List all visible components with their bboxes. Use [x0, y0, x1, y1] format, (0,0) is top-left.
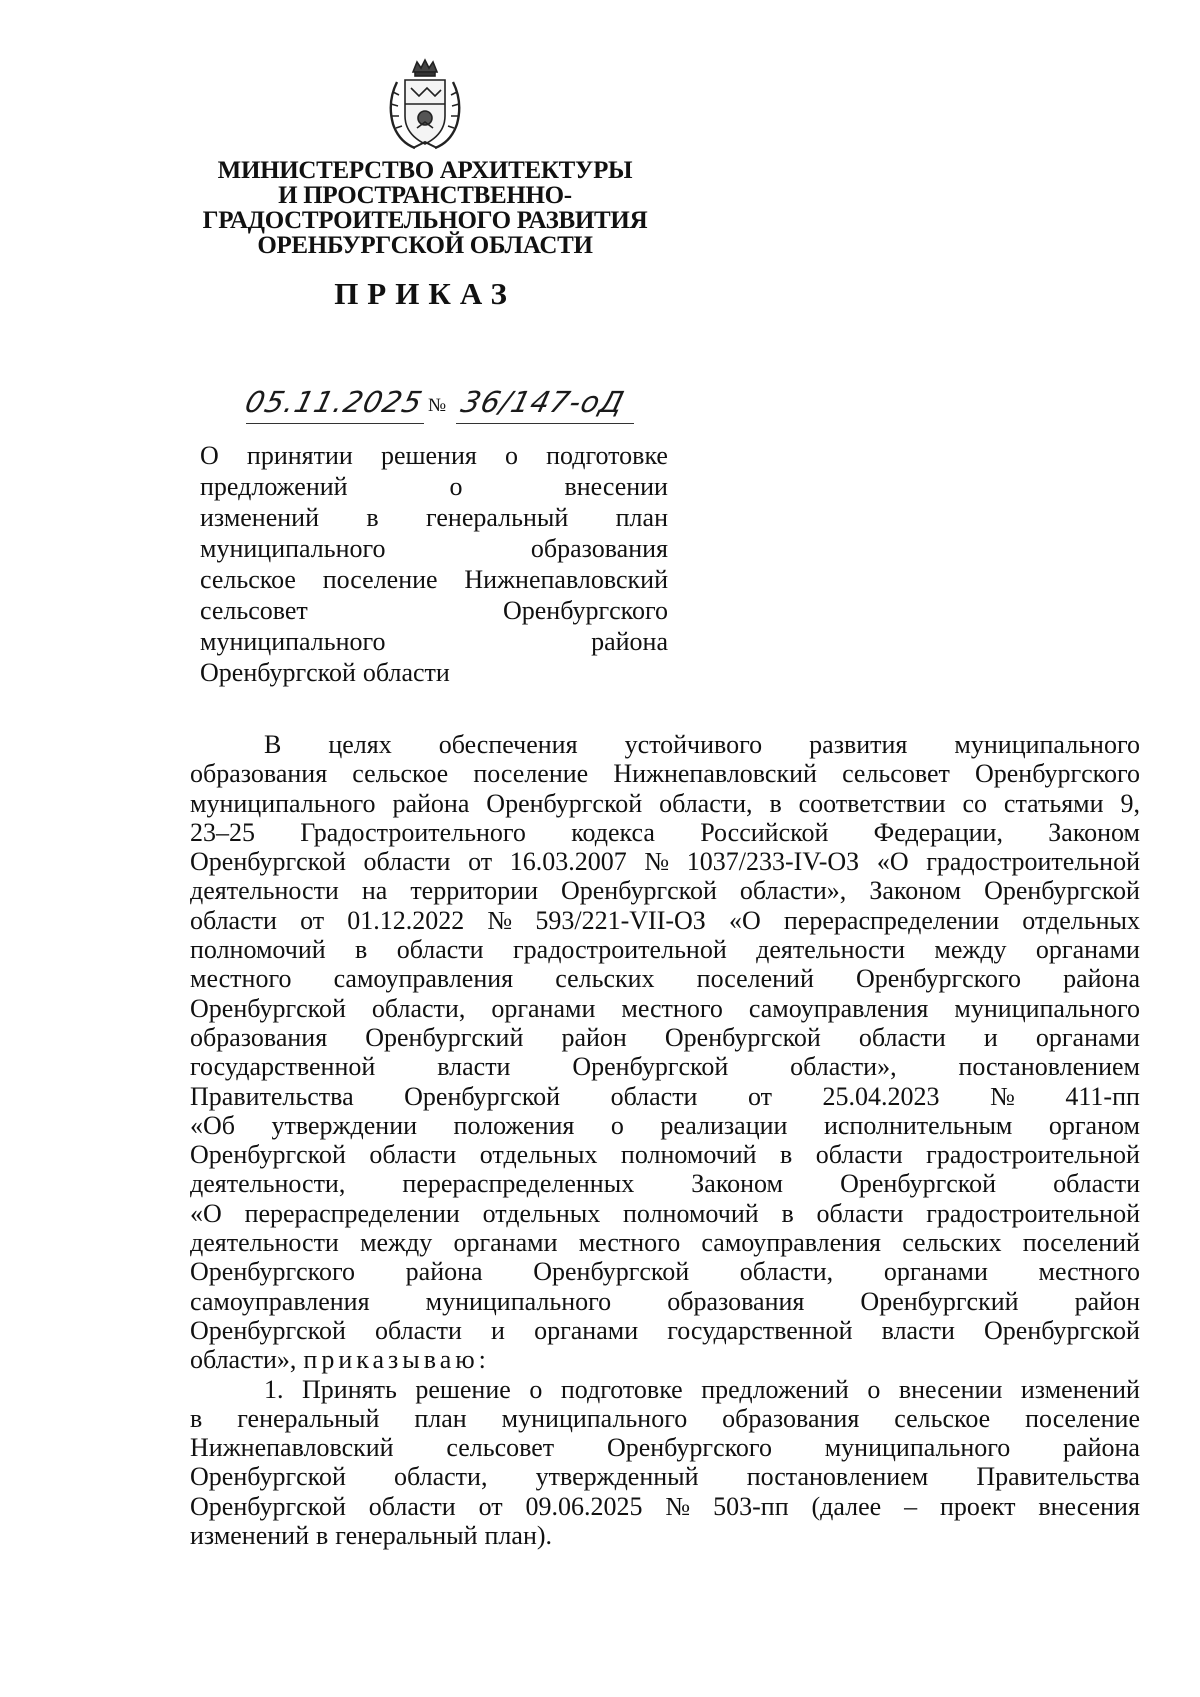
- body-word: Оренбургского: [974, 759, 1140, 789]
- body-word: Оренбургской: [984, 876, 1140, 906]
- body-word: поселений: [696, 964, 814, 994]
- body-word: подготовке: [560, 1374, 683, 1404]
- body-line: [190, 1433, 1140, 1462]
- handwritten-number: 36/147-оД: [457, 385, 629, 419]
- body-word: Оренбургской: [190, 1462, 346, 1492]
- registration-line: [241, 385, 646, 435]
- body-word: 593/221-VII-ОЗ: [535, 905, 706, 935]
- body-word: о: [867, 1374, 881, 1404]
- body-word: и: [983, 1022, 998, 1052]
- body-word: Оренбургской: [572, 1052, 729, 1082]
- body-word: от: [478, 1491, 503, 1521]
- order-subject: [200, 440, 668, 688]
- body-word: генеральный: [335, 1521, 478, 1551]
- body-word: сельсовет: [446, 1433, 555, 1463]
- body-word: соответствии: [798, 788, 946, 818]
- body-line: [190, 1023, 1140, 1052]
- body-word: исполнительным: [823, 1110, 1013, 1140]
- body-word: власти: [437, 1052, 511, 1082]
- body-word: района: [392, 788, 470, 818]
- body-word: устойчивого: [624, 730, 763, 759]
- body-line: [190, 876, 1140, 905]
- subject-word: Нижнепавловский: [464, 565, 668, 594]
- body-word: местного: [1038, 1257, 1140, 1287]
- subject-word: Оренбургской: [200, 658, 356, 687]
- body-word: и: [491, 1315, 505, 1345]
- body-word: Нижнепавловский: [613, 759, 817, 789]
- body-word: Оренбургской: [190, 1140, 346, 1170]
- body-word: Правительства: [976, 1462, 1140, 1492]
- body-word: государственной: [667, 1315, 853, 1345]
- subject-word: решения: [380, 441, 477, 470]
- body-line: [190, 1345, 1140, 1374]
- body-word: 9,: [1120, 788, 1140, 818]
- order-body: [190, 730, 1140, 1550]
- subject-word: внесении: [564, 472, 668, 501]
- body-word: области: [396, 935, 484, 965]
- subject-word: области: [362, 658, 450, 687]
- body-word: Градостроительного: [300, 817, 526, 847]
- body-word: органами: [1035, 935, 1140, 965]
- body-word: области»,: [190, 1345, 297, 1375]
- body-word: Оренбургской: [190, 1491, 346, 1521]
- body-word: отдельных: [482, 1198, 601, 1228]
- body-word: постановлением: [746, 1462, 929, 1492]
- body-word: «О: [190, 1198, 222, 1228]
- body-word: муниципального: [954, 993, 1140, 1023]
- body-word: район: [1074, 1286, 1140, 1316]
- coat-of-arms-icon: [383, 58, 467, 152]
- body-word: области: [368, 1491, 456, 1521]
- body-word: утверждении: [271, 1110, 418, 1140]
- body-word: внесении: [898, 1374, 1003, 1404]
- body-word: градостроительной: [512, 935, 727, 965]
- ministry-line: ОРЕНБУРГСКОЙ ОБЛАСТИ: [257, 232, 593, 259]
- body-word: 25.04.2023: [822, 1081, 940, 1111]
- body-word: органом: [1048, 1110, 1140, 1140]
- subject-line: [200, 564, 668, 595]
- body-line: [190, 789, 1140, 818]
- body-word: органами: [883, 1257, 988, 1287]
- body-word: развития: [809, 730, 908, 759]
- body-word: постановлением: [958, 1052, 1140, 1082]
- body-word: градостроительной: [926, 1198, 1140, 1228]
- body-word: местного: [578, 1228, 681, 1258]
- body-word: проект: [940, 1491, 1016, 1521]
- body-line: [190, 730, 1140, 759]
- body-word: области: [858, 1022, 946, 1052]
- body-word: 503-пп: [713, 1491, 789, 1521]
- body-line: [190, 906, 1140, 935]
- subject-word: района: [591, 627, 668, 656]
- body-word: Оренбургской: [664, 1022, 821, 1052]
- body-word: в: [355, 935, 368, 965]
- body-word: местного: [190, 964, 292, 994]
- ministry-line: МИНИСТЕРСТВО АРХИТЕКТУРЫ: [217, 157, 633, 184]
- body-word: «О: [876, 847, 909, 877]
- body-word: план).: [484, 1521, 553, 1551]
- body-line: [190, 1287, 1140, 1316]
- body-word: района: [1063, 1433, 1140, 1463]
- body-word: образования: [722, 1403, 860, 1433]
- body-word: области: [816, 1198, 904, 1228]
- body-line: [190, 1052, 1140, 1081]
- body-word: области: [610, 1081, 698, 1111]
- body-word: утвержденный: [535, 1462, 699, 1492]
- body-line: [190, 964, 1140, 993]
- body-word: №: [990, 1081, 1015, 1111]
- body-word: Федерации,: [873, 817, 1003, 847]
- number-underline: [456, 423, 634, 424]
- body-word: Оренбургской: [190, 1315, 346, 1345]
- body-line: [190, 994, 1140, 1023]
- body-word: от: [468, 847, 493, 877]
- body-word: 1037/233-IV-ОЗ: [686, 847, 860, 877]
- body-word: района: [1063, 964, 1140, 994]
- body-word: сельсовет: [842, 759, 950, 789]
- subject-word: муниципального: [200, 627, 386, 656]
- body-word: 16.03.2007: [509, 847, 627, 877]
- body-word: Оренбургской: [840, 1169, 996, 1199]
- body-word: области: [190, 905, 277, 935]
- body-word: области: [815, 1140, 903, 1170]
- body-word: отдельных: [1022, 905, 1140, 935]
- body-word: органами: [1035, 1022, 1140, 1052]
- body-word: деятельности: [190, 1228, 339, 1258]
- body-word: изменений: [1020, 1374, 1140, 1404]
- body-word: на: [361, 876, 388, 906]
- body-word: в: [780, 1140, 793, 1170]
- number-sign: №: [428, 395, 447, 416]
- body-word: со: [962, 788, 987, 818]
- body-word: муниципального: [954, 730, 1140, 759]
- body-word: №: [644, 847, 670, 877]
- body-word: реализации: [660, 1110, 788, 1140]
- handwritten-date: 05.11.2025: [241, 385, 427, 419]
- body-word: градостроительной: [926, 847, 1140, 877]
- subject-line: [200, 440, 668, 471]
- body-word: органами: [453, 1228, 558, 1258]
- body-word: Нижнепавловский: [190, 1433, 394, 1463]
- body-word: сельское: [894, 1403, 991, 1433]
- body-word: внесения: [1038, 1491, 1140, 1521]
- body-word: Оренбургского: [190, 1257, 356, 1287]
- body-word: Оренбургской: [560, 876, 717, 906]
- body-word: Оренбургской: [190, 993, 346, 1023]
- ministry-name: [190, 158, 660, 258]
- body-word: области»,: [790, 1052, 897, 1082]
- body-word: полномочий: [190, 935, 326, 965]
- body-word: Оренбургской: [984, 1315, 1140, 1345]
- subject-word: принятии: [246, 441, 353, 470]
- body-word: Законом: [869, 876, 962, 906]
- body-word: области: [1053, 1169, 1140, 1199]
- body-line: [190, 1140, 1140, 1169]
- body-word: области,: [659, 788, 753, 818]
- subject-word: изменений: [200, 503, 320, 532]
- body-word: Оренбургской: [533, 1257, 690, 1287]
- body-word: области: [375, 1315, 462, 1345]
- body-line: [190, 1199, 1140, 1228]
- body-line: [190, 1404, 1140, 1433]
- body-word: муниципального: [824, 1433, 1011, 1463]
- body-word: в: [781, 1198, 794, 1228]
- body-word: предложений: [701, 1374, 849, 1404]
- body-word: самоуправления: [701, 1228, 881, 1258]
- body-word: «О: [728, 905, 761, 935]
- body-line: [190, 935, 1140, 964]
- body-word: Правительства: [190, 1081, 354, 1111]
- ministry-line: И ПРОСТРАНСТВЕННО-: [278, 182, 572, 209]
- subject-word: муниципального: [200, 534, 386, 563]
- body-word: план: [414, 1403, 467, 1433]
- body-line: [190, 1462, 1140, 1491]
- subject-line: [200, 595, 668, 626]
- subject-word: о: [449, 472, 463, 501]
- subject-line: [200, 502, 668, 533]
- body-word: отдельных: [479, 1140, 598, 1170]
- body-word: 1.: [264, 1374, 284, 1404]
- body-word: сельских: [555, 964, 655, 994]
- body-word: области,: [394, 1462, 488, 1492]
- body-word: сельских: [902, 1228, 1002, 1258]
- body-word: статьями: [1003, 788, 1104, 818]
- body-word: образования: [190, 1022, 328, 1052]
- body-word: поселений: [1022, 1228, 1140, 1258]
- document-type: ПРИКАЗ: [334, 276, 516, 311]
- body-word: от: [748, 1081, 773, 1111]
- body-word: №: [487, 905, 513, 935]
- subject-word: образования: [530, 534, 668, 563]
- body-word: между: [360, 1228, 433, 1258]
- body-word: поселение: [473, 759, 589, 789]
- body-word: в: [316, 1521, 329, 1551]
- body-word: Оренбургский: [860, 1286, 1019, 1316]
- body-word: В: [264, 730, 282, 759]
- subject-word: предложений: [200, 472, 348, 501]
- body-word: Законом: [1048, 817, 1140, 847]
- body-word: 411-пп: [1065, 1081, 1140, 1111]
- body-word: перераспределении: [783, 905, 1000, 935]
- body-word: района: [405, 1257, 483, 1287]
- body-word: целях: [328, 730, 392, 759]
- body-word: Оренбургской: [190, 847, 346, 877]
- body-line: [190, 1257, 1140, 1286]
- body-word: решение: [415, 1374, 511, 1404]
- body-word: органами: [491, 993, 596, 1023]
- body-word: –: [904, 1491, 918, 1521]
- body-word: власти: [881, 1315, 955, 1345]
- body-line: [190, 759, 1140, 788]
- body-word: Оренбургского: [855, 964, 1021, 994]
- subject-word: Оренбургского: [502, 596, 668, 625]
- body-word: Оренбургской: [404, 1081, 561, 1111]
- body-word: перераспределении: [244, 1198, 460, 1228]
- subject-word: генеральный: [426, 503, 569, 532]
- body-word: органами: [534, 1315, 639, 1345]
- body-word: муниципального: [501, 1403, 688, 1433]
- body-word: государственной: [190, 1052, 376, 1082]
- body-word: деятельности: [756, 935, 905, 965]
- body-line: [190, 1521, 1140, 1550]
- subject-line: [200, 626, 668, 657]
- body-word: Оренбургской: [486, 788, 643, 818]
- body-word: между: [934, 935, 1007, 965]
- body-word: в: [190, 1403, 203, 1433]
- body-word: «Об: [190, 1110, 236, 1140]
- body-line: [190, 1169, 1140, 1198]
- body-word: градостроительной: [926, 1140, 1140, 1170]
- subject-line: [200, 657, 668, 688]
- body-word: области: [363, 847, 451, 877]
- body-word: изменений: [190, 1521, 310, 1551]
- body-line: [190, 818, 1140, 847]
- body-line: [190, 1228, 1140, 1257]
- body-line: [190, 1111, 1140, 1140]
- body-word: 23–25: [190, 817, 255, 847]
- body-word: 01.12.2022: [347, 905, 465, 935]
- body-word: области,: [739, 1257, 834, 1287]
- order-verb: приказываю:: [303, 1345, 490, 1375]
- body-word: район: [561, 1022, 627, 1052]
- body-line: [190, 1082, 1140, 1111]
- body-word: положения: [453, 1110, 575, 1140]
- subject-word: подготовке: [546, 441, 668, 470]
- body-word: самоуправления: [748, 993, 929, 1023]
- body-word: муниципального: [190, 788, 376, 818]
- body-word: области: [369, 1140, 457, 1170]
- body-word: деятельности,: [190, 1169, 346, 1199]
- body-word: о: [610, 1110, 624, 1140]
- ministry-line: ГРАДОСТРОИТЕЛЬНОГО РАЗВИТИЯ: [202, 207, 648, 234]
- body-word: местного: [621, 993, 723, 1023]
- body-word: генеральный: [237, 1403, 380, 1433]
- body-word: самоуправления: [333, 964, 514, 994]
- body-line: [190, 847, 1140, 876]
- body-word: Оренбургский: [365, 1022, 524, 1052]
- body-line: [190, 1375, 1140, 1404]
- body-word: (далее: [811, 1491, 882, 1521]
- body-word: образования: [667, 1286, 805, 1316]
- subject-word: сельсовет: [200, 596, 308, 625]
- subject-word: О: [200, 441, 219, 470]
- body-word: Законом: [691, 1169, 784, 1199]
- body-word: полномочий: [620, 1140, 757, 1170]
- body-word: сельское: [352, 759, 449, 789]
- subject-word: план: [615, 503, 668, 532]
- body-word: Российской: [700, 817, 829, 847]
- body-line: [190, 1316, 1140, 1345]
- subject-word: в: [366, 503, 379, 532]
- body-word: от: [300, 905, 325, 935]
- body-word: в: [769, 788, 782, 818]
- subject-line: [200, 533, 668, 564]
- body-word: обеспечения: [438, 730, 578, 759]
- subject-word: о: [504, 441, 518, 470]
- body-word: области»,: [739, 876, 847, 906]
- body-word: 09.06.2025: [525, 1491, 643, 1521]
- body-word: поселение: [1025, 1403, 1140, 1433]
- body-word: Принять: [302, 1374, 397, 1404]
- body-word: Оренбургского: [606, 1433, 772, 1463]
- body-word: полномочий: [623, 1198, 759, 1228]
- body-word: области,: [371, 993, 466, 1023]
- body-word: кодекса: [571, 817, 655, 847]
- body-word: о: [529, 1374, 543, 1404]
- subject-word: сельское: [200, 565, 296, 594]
- body-word: деятельности: [190, 876, 339, 906]
- date-underline: [246, 423, 424, 424]
- subject-line: [200, 471, 668, 502]
- body-word: №: [665, 1491, 691, 1521]
- body-word: перераспределенных: [402, 1169, 635, 1199]
- body-word: территории: [410, 876, 538, 906]
- body-word: образования: [190, 759, 328, 789]
- body-word: муниципального: [425, 1286, 612, 1316]
- body-word: самоуправления: [190, 1286, 370, 1316]
- subject-word: поселение: [322, 565, 438, 594]
- body-line: [190, 1492, 1140, 1521]
